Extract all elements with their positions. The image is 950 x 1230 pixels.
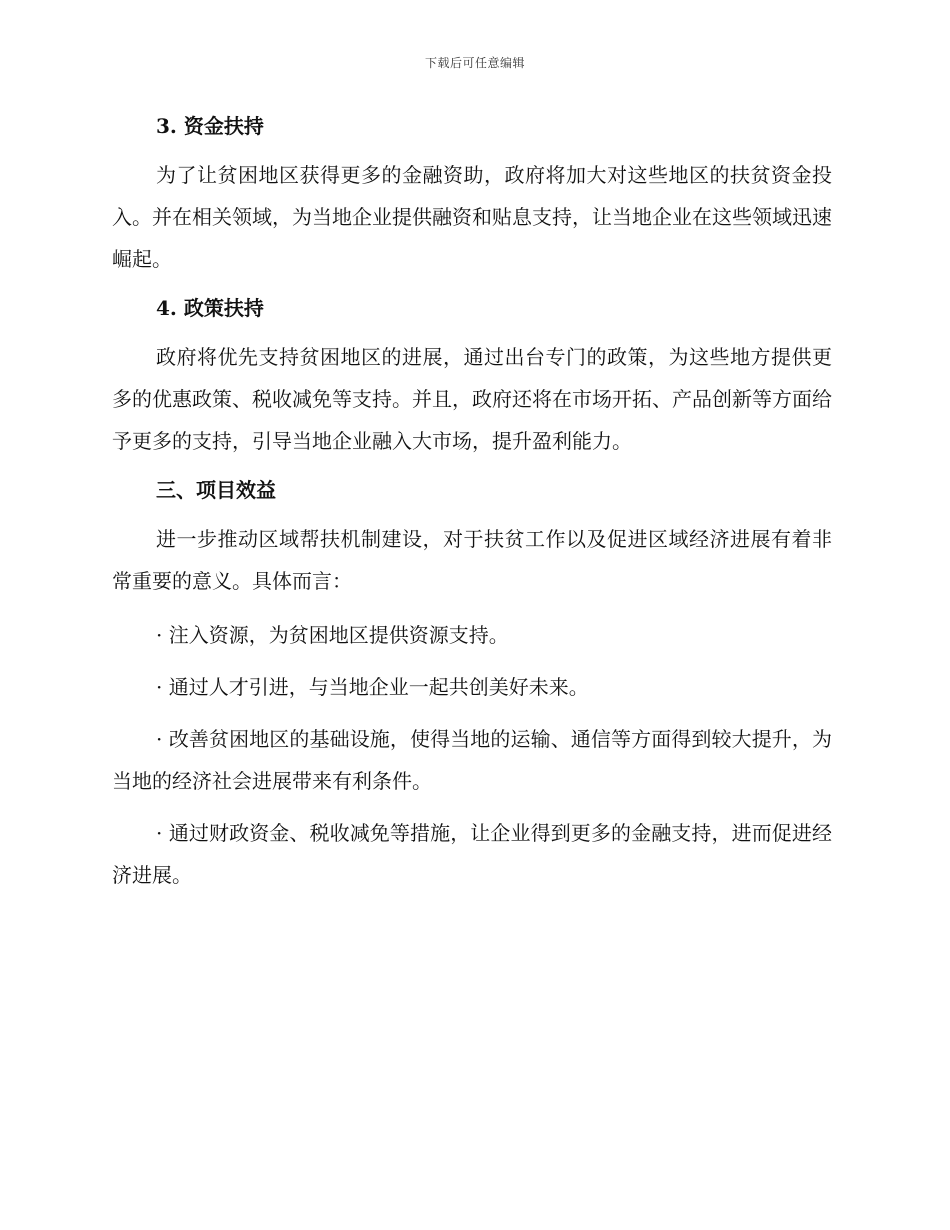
section-heading: 三、项目效益: [156, 478, 276, 502]
document-body: [112, 110, 832, 906]
bullet-item: · 通过财政资金、税收减免等措施，让企业得到更多的金融支持，进而促进经济进展。: [112, 821, 832, 887]
section-project-benefits: [112, 474, 832, 896]
bullet-item: · 通过人才引进，与当地企业一起共创美好未来。: [156, 675, 589, 699]
section-funding-support: [112, 110, 832, 280]
paragraph: 政府将优先支持贫困地区的进展，通过出台专门的政策，为这些地方提供更多的优惠政策、税收减免等支持。并且，政府还将在市场开拓、产品创新等方面给予更多的支持，引导当地企业融入大市场，提升盈利能力。: [112, 345, 832, 453]
section-heading: 3. 资金扶持: [156, 114, 264, 138]
paragraph: 进一步推动区域帮扶机制建设，对于扶贫工作以及促进区域经济进展有着非常重要的意义。具体而言：: [112, 527, 832, 593]
bullet-item: · 注入资源，为贫困地区提供资源支持。: [156, 623, 509, 647]
bullet-item: · 改善贫困地区的基础设施，使得当地的运输、通信等方面得到较大提升，为当地的经济社会进展带来有利条件。: [112, 727, 832, 793]
section-policy-support: [112, 292, 832, 462]
page-header: 下载后可任意编辑: [424, 56, 525, 70]
section-heading: 4. 政策扶持: [156, 296, 264, 320]
paragraph: 为了让贫困地区获得更多的金融资助，政府将加大对这些地区的扶贫资金投入。并在相关领域，为当地企业提供融资和贴息支持，让当地企业在这些领域迅速崛起。: [112, 163, 832, 271]
